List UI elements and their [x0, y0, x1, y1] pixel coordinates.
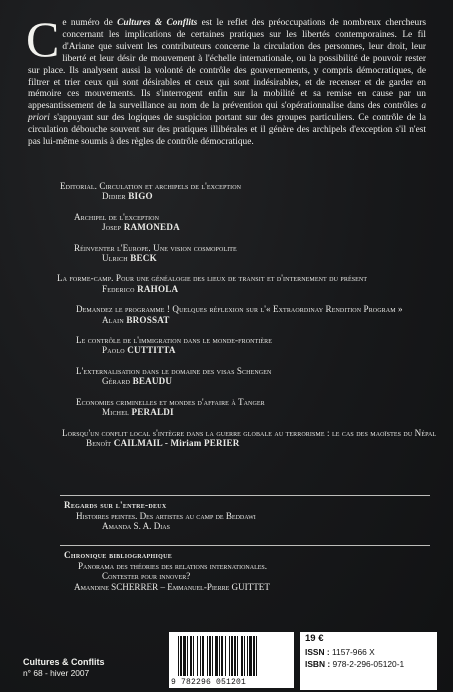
- divider: [60, 495, 430, 496]
- chronique-author: Amandine SCHERRER – Emmanuel-Pierre GUITTET: [74, 581, 270, 592]
- barcode-bar: [221, 636, 223, 676]
- price: 19 €: [305, 633, 324, 644]
- barcode-bar: [215, 636, 218, 676]
- regards-line: Histoires peintes. Des artistes au camp de Beddawi: [76, 510, 256, 521]
- chronique-heading: Chronique bibliographique: [64, 550, 173, 560]
- barcode-bar: [178, 636, 179, 676]
- barcode-bar: [253, 636, 255, 676]
- chronique-line: Contester pour innover?: [102, 571, 191, 582]
- toc-title: Lorsqu'un conflit local s'intègre dans la guerre globale au terrorisme : le cas des maoïstes du Népal: [62, 427, 437, 438]
- barcode-bar: [219, 636, 220, 676]
- barcode-bar: [237, 636, 238, 676]
- toc-author: Ulrich BECK: [102, 253, 157, 264]
- toc-entry: [60, 212, 440, 233]
- regards-author: Amanda S. A. Dias: [102, 521, 170, 532]
- toc-author: Alain BROSSAT: [102, 314, 170, 325]
- intro-paragraph: [26, 11, 426, 149]
- barcode-bar: [190, 636, 192, 676]
- toc-author: Didier BIGO: [102, 191, 153, 202]
- chronique-line: Panorama des théories des relations internationales.: [78, 560, 268, 571]
- toc-title: Economies criminelles et mondes d'affaire à Tanger: [76, 396, 265, 407]
- toc-entry: [60, 397, 440, 418]
- barcode-bars: [178, 636, 286, 676]
- barcode-bar: [202, 636, 204, 676]
- isbn: ISBN : 978-2-296-05120-1: [305, 659, 405, 669]
- toc-title: La forme-camp. Pour une généalogie des lieux de transit et d'internement du présent: [57, 273, 368, 284]
- publication-name: Cultures & Conflits: [23, 657, 105, 667]
- barcode-bar: [244, 636, 245, 676]
- toc-author: Benoît CAILMAIL - Miriam PERIER: [86, 437, 240, 448]
- toc-entry: [60, 428, 440, 449]
- toc-entry: [60, 243, 440, 264]
- toc-title: Demandez le programme ! Quelques réflexion sur l'« Extraordinay Rendition Program »: [76, 304, 403, 315]
- toc-entry: [57, 273, 440, 294]
- intro-text-before: e numéro de: [62, 18, 118, 28]
- intro-text-end: s'appuyant sur des logiques de suspicion portant sur des groupes particuliers. Ce contrôle de la circulation débouche souvent sur des pratiques illibérales et il génère des archipels d'exception s'il n'est pas lui-même soumis à des règles de contrôle démocratique.: [28, 113, 426, 148]
- barcode-bar: [212, 636, 213, 676]
- issue-number: n° 68 - hiver 2007: [23, 668, 90, 678]
- intro-text-after: est le reflet des préoccupations de nombreux chercheurs concernant les implications de certaines pratiques sur les libertés contemporaines. Le fil d'Ariane que suivent les contributeurs concerne la circulation des personnes, leur droit, leur liberté et leur désir de mouvement à l'échelle internationale, ou la possibilité de pouvoir rester sur place. Ils analysent aussi la volonté de contrôle des gouvernements, y compris démocratiques, de filtrer et trier ceux qui sont désirables et ceux qui sont indésirables, et de recenser et de garder en mémoire ces mouvements. Ils s'interrogent enfin sur la mobilité et sa remise en cause par un appesantissement de la surveillance au nom de la prévention qui s'opérationnalise dans des contrôles: [28, 18, 426, 112]
- barcode-bar: [256, 636, 257, 676]
- toc-title: L'externalisation dans le domaine des visas Schengen: [76, 365, 272, 376]
- divider: [60, 545, 430, 546]
- barcode-bar: [200, 636, 201, 676]
- drop-cap: C: [26, 11, 60, 67]
- toc-title: Archipel de l'exception: [74, 211, 160, 222]
- toc-author: Federico RAHOLA: [102, 283, 179, 294]
- chronique-section: [60, 550, 440, 592]
- barcode-bar: [193, 636, 194, 676]
- toc-entry: [60, 181, 440, 202]
- barcode-bar: [229, 636, 230, 676]
- price-box: [300, 632, 437, 690]
- toc-entry: [60, 366, 440, 387]
- barcode: [169, 632, 294, 688]
- barcode-bar: [209, 636, 211, 676]
- barcode-bar: [197, 636, 198, 676]
- toc-title: Editorial. Circulation et archipels de l'exception: [60, 181, 242, 191]
- toc-title: Réinventer l'Europe. Une vision cosmopolite: [74, 242, 237, 253]
- barcode-bar: [187, 636, 188, 676]
- toc-author: Paolo CUTTITTA: [102, 345, 176, 356]
- barcode-bar: [247, 636, 248, 676]
- barcode-bar: [207, 636, 208, 676]
- barcode-digits: 9 782296 051201: [171, 678, 247, 687]
- table-of-contents: [57, 181, 440, 458]
- toc-entry: [60, 304, 440, 325]
- barcode-bar: [241, 636, 243, 676]
- barcode-bar: [231, 636, 233, 676]
- regards-heading: Regards sur l'entre-deux: [64, 500, 167, 510]
- regards-section: [60, 500, 440, 532]
- footer-publication: [23, 657, 105, 679]
- issn: ISSN : 1157-966 X: [305, 646, 375, 657]
- barcode-bar: [183, 636, 186, 676]
- toc-author: Josep RAMONEDA: [102, 222, 180, 233]
- toc-entry: [60, 335, 440, 356]
- a-priori-text: a priori: [28, 101, 426, 124]
- toc-title: Le contrôle de l'immigration dans le monde-frontière: [76, 335, 273, 346]
- barcode-bar: [225, 636, 226, 676]
- barcode-bar: [234, 636, 236, 676]
- toc-author: Michel PERALDI: [102, 407, 174, 418]
- barcode-bar: [249, 636, 252, 676]
- journal-name: Cultures & Conflits: [117, 18, 198, 28]
- toc-author: Gérard BEAUDU: [102, 376, 173, 387]
- barcode-bar: [180, 636, 182, 676]
